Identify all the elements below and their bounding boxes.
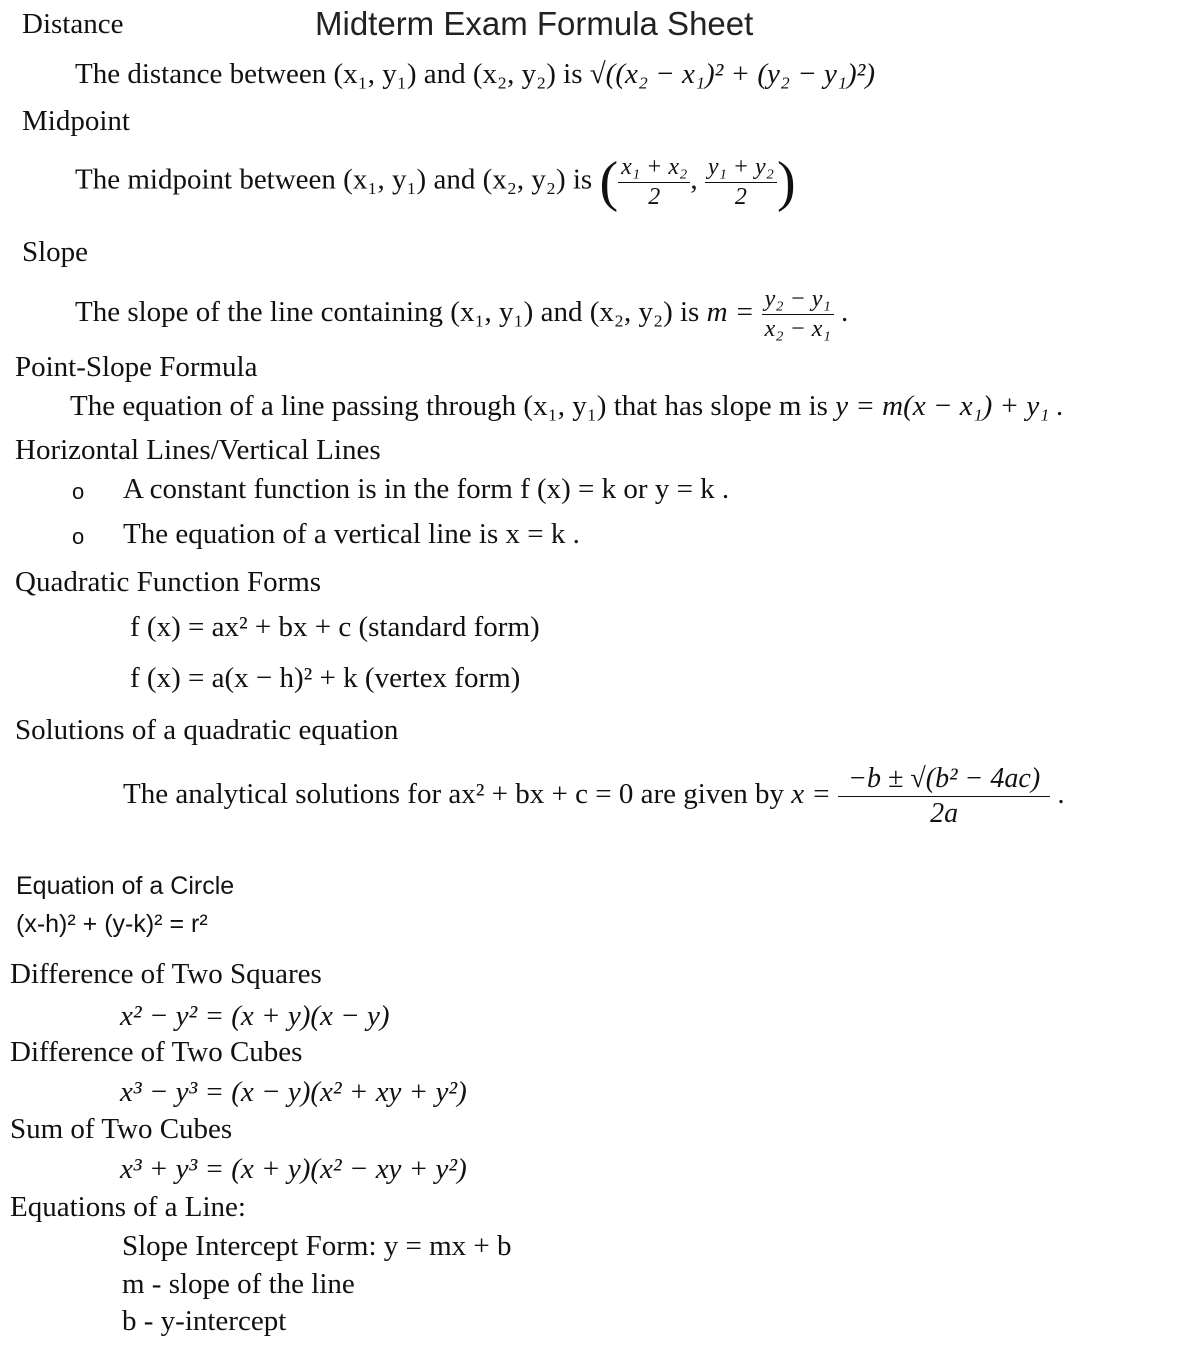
point-slope-text: The equation of a line passing through (x₁, y₁) that has slope m is <box>70 390 828 422</box>
diff-cubes-formula: x³ − y³ = (x − y)(x² + xy + y²) <box>120 1076 467 1108</box>
circle-formula: (x-h)² + (y-k)² = r² <box>16 910 208 938</box>
slope-text: The slope of the line containing (x₁, y₁) and (x₂, y₂) is <box>75 295 700 328</box>
heading-midpoint: Midpoint <box>22 105 130 137</box>
slope-lhs: m = <box>706 295 755 328</box>
quadratic-formula-line: The analytical solutions for ax² + bx + c = 0 are given by x = $\frac{\text{−b ± √(b² − 4ac)}}{2a}$ . <box>123 763 1065 829</box>
midpoint-x-fraction: $\frac{\text{x₁ + x₂}}{2}$ <box>618 153 690 212</box>
standard-form: f (x) = ax² + bx + c (standard form) <box>130 611 540 643</box>
solutions-lhs: x = <box>791 777 831 810</box>
distance-text: The distance between (x₁, y₁) and (x₂, y₂) is <box>75 58 583 90</box>
slope-line: The slope of the line containing (x₁, y₁) and (x₂, y₂) is m = $\frac{\text{y₂ − y₁}}{\text{x₂ − x₁}}$ . <box>75 286 849 342</box>
solutions-text: The analytical solutions for ax² + bx + c = 0 are given by <box>123 777 784 810</box>
b-definition: b - y-intercept <box>122 1305 287 1337</box>
heading-distance: Distance <box>22 8 124 40</box>
slope-fraction: $\frac{\text{y₂ − y₁}}{\text{x₂ − x₁}}$ <box>762 285 834 344</box>
bullet-constant-function: A constant function is in the form f (x) = k or y = k . <box>123 473 730 505</box>
bullet-vertical-line: The equation of a vertical line is x = k . <box>123 518 580 550</box>
bullet-icon: o <box>72 479 85 504</box>
distance-formula: √((x₂ − x₁)² + (y₂ − y₁)²) <box>589 58 876 90</box>
heading-diff-squares: Difference of Two Squares <box>10 958 322 990</box>
heading-sum-cubes: Sum of Two Cubes <box>10 1113 233 1145</box>
quadratic-fraction: $\frac{\text{−b ± √(b² − 4ac)}}{2a}$ <box>838 762 1050 830</box>
point-slope-formula: y = m(x − x₁) + y₁ . <box>835 390 1064 422</box>
heading-lines: Horizontal Lines/Vertical Lines <box>15 434 381 466</box>
diff-squares-formula: x² − y² = (x + y)(x − y) <box>120 1000 390 1032</box>
heading-point-slope: Point-Slope Formula <box>15 351 258 383</box>
midpoint-line: The midpoint between (x₁, y₁) and (x₂, y₂) is ( $\frac{\text{x₁ + x₂}}{2}$ , $\frac{\text{y₁ + y₂}}{2}$ ) <box>75 151 796 213</box>
page-title: Midterm Exam Formula Sheet <box>315 5 754 42</box>
point-slope-line <box>70 390 1064 423</box>
heading-line-equations: Equations of a Line: <box>10 1191 246 1223</box>
heading-quadratic-forms: Quadratic Function Forms <box>15 566 322 598</box>
bullet-icon: o <box>72 524 85 549</box>
distance-line <box>75 58 875 91</box>
sum-cubes-formula: x³ + y³ = (x + y)(x² − xy + y²) <box>120 1153 467 1185</box>
slope-intercept-form: Slope Intercept Form: y = mx + b <box>122 1230 512 1262</box>
heading-circle: Equation of a Circle <box>16 872 235 900</box>
heading-diff-cubes: Difference of Two Cubes <box>10 1036 303 1068</box>
vertex-form: f (x) = a(x − h)² + k (vertex form) <box>130 662 521 694</box>
m-definition: m - slope of the line <box>122 1268 355 1300</box>
midpoint-y-fraction: $\frac{\text{y₁ + y₂}}{2}$ <box>705 153 777 212</box>
midpoint-text: The midpoint between (x₁, y₁) and (x₂, y₂) is <box>75 163 593 196</box>
heading-solutions: Solutions of a quadratic equation <box>15 714 399 746</box>
heading-slope: Slope <box>22 236 89 268</box>
